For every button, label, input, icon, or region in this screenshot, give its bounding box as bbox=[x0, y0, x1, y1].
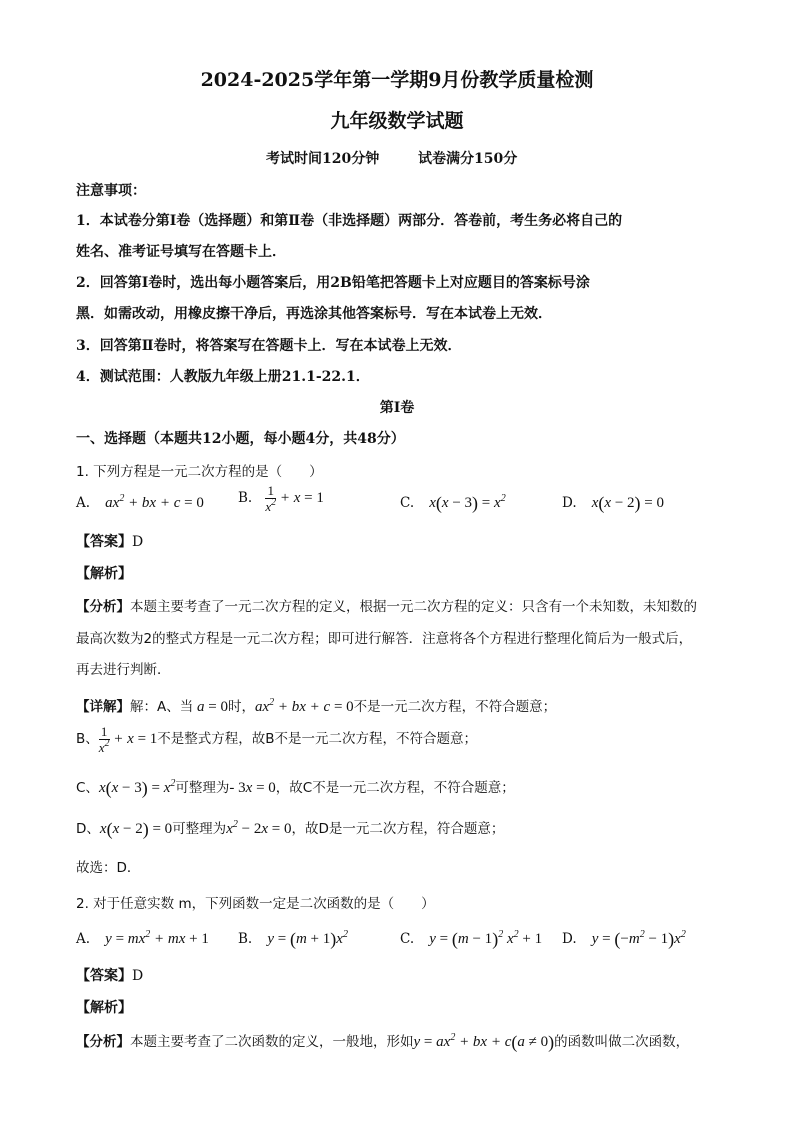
q1-option-a-label: A. bbox=[76, 495, 91, 511]
question-1-stem: 1. 下列方程是一元二次方程的是（ ） bbox=[76, 464, 323, 480]
q2-option-a-label: A. bbox=[76, 931, 91, 947]
q1-detail-c bbox=[76, 776, 515, 799]
q2-option-c-formula: $y = (m - 1)^2$ $x^2 + 1$ bbox=[429, 929, 543, 949]
q1-option-a bbox=[76, 492, 204, 512]
q1-detail-c-result: - 3x = 0 bbox=[229, 780, 276, 796]
q1-detail-b bbox=[76, 725, 477, 754]
notice-item-3: 3．回答第Ⅱ卷时，将答案写在答题卡上．写在本试卷上无效． bbox=[76, 338, 462, 354]
q1-detail-a-text-3: 不是一元二次方程，不符合题意； bbox=[353, 699, 557, 715]
notice-item-2: 2．回答第Ⅰ卷时，选出每小题答案后，用2B铅笔把答题卡上对应题目的答案标号涂 bbox=[76, 275, 590, 291]
exam-subtitle: 九年级数学试题 bbox=[330, 110, 464, 132]
q2-option-d-label: D. bbox=[562, 931, 577, 947]
q1-fenxi-line-3: 再去进行判断． bbox=[76, 662, 171, 678]
q2-answer-tag: 【答案】 bbox=[76, 968, 132, 984]
q1-answer bbox=[76, 531, 143, 551]
q1-detail-c-text-3: ，故C不是一元二次方程，不符合题意； bbox=[275, 780, 515, 796]
q1-fenxi-line-2: 最高次数为2的整式方程是一元二次方程；即可进行解答．注意将各个方程进行整理化简后为一般式后， bbox=[76, 631, 693, 647]
q1-option-d bbox=[562, 492, 664, 514]
q2-answer bbox=[76, 965, 143, 985]
q1-option-a-formula: $ax^2$ + bx + c = 0 bbox=[105, 493, 204, 511]
q1-fenxi-tag: 【分析】 bbox=[76, 599, 130, 615]
q1-detail-b-text-2: 不是整式方程，故B不是一元二次方程，不符合题意； bbox=[157, 730, 478, 747]
q1-detail-d-result: $x^2 - 2x = 0$ bbox=[226, 819, 292, 837]
q1-option-b-label: B. bbox=[238, 489, 253, 506]
question-2-stem: 2. 对于任意实数 m，下列函数一定是二次函数的是（ ） bbox=[76, 896, 435, 912]
q2-option-a bbox=[76, 928, 209, 948]
q2-option-b bbox=[238, 928, 348, 950]
q2-option-a-formula: $y = mx^2$ + mx + 1 bbox=[105, 929, 209, 947]
q1-option-d-label: D. bbox=[562, 495, 577, 511]
q2-option-c bbox=[400, 928, 542, 950]
notice-item-4: 4．测试范围：人教版九年级上册21.1-22.1． bbox=[76, 369, 370, 385]
q1-detail-d bbox=[76, 817, 504, 840]
q1-detail-a-cond: a = 0 bbox=[193, 699, 228, 715]
notice-item-1: 1．本试卷分第Ⅰ卷（选择题）和第Ⅱ卷（非选择题）两部分．答卷前，考生务必将自己的 bbox=[76, 213, 623, 229]
q2-option-c-label: C. bbox=[400, 931, 415, 947]
q1-detail-a-text-2: 时， bbox=[227, 699, 255, 715]
q1-detail-b-text-1: B、 bbox=[76, 730, 99, 747]
q1-answer-value: D bbox=[132, 534, 144, 550]
q1-option-c bbox=[400, 492, 506, 514]
q1-detail-d-text-2: 可整理为 bbox=[172, 821, 227, 837]
q2-fenxi-formula: $y = ax^2$ + bx + c(a ≠ 0) bbox=[413, 1032, 555, 1052]
q1-detail-d-formula: x(x − 2) = 0 bbox=[99, 819, 173, 839]
time-info: 考试时间120分钟 bbox=[266, 151, 380, 167]
q1-detail-a-text-1: 解：A、当 bbox=[130, 699, 194, 715]
q1-fenxi-line-1 bbox=[76, 595, 697, 615]
section-heading: 一、选择题（本题共12小题，每小题4分，共48分） bbox=[76, 431, 405, 447]
q1-option-c-label: C. bbox=[400, 495, 415, 511]
q1-option-d-formula: x(x − 2) = 0 bbox=[591, 493, 665, 513]
q2-fenxi-tag: 【分析】 bbox=[76, 1034, 130, 1050]
notice-heading: 注意事项： bbox=[76, 183, 146, 199]
exam-title: 2024-2025学年第一学期9月份教学质量检测 bbox=[200, 69, 594, 91]
q2-fenxi-text-1: 本题主要考查了二次函数的定义，一般地，形如 bbox=[130, 1034, 414, 1050]
q2-fenxi-text-2: 的函数叫做二次函数， bbox=[554, 1034, 690, 1050]
q1-detail-c-text-1: C、 bbox=[76, 780, 99, 796]
q1-detail-d-text-3: ，故D是一元二次方程，符合题意； bbox=[291, 821, 505, 837]
q2-option-d bbox=[562, 928, 686, 950]
q1-option-b bbox=[238, 484, 324, 513]
q1-detail-tag: 【详解】 bbox=[76, 699, 130, 715]
q1-option-c-formula: $x(x - 3) = x^2$ bbox=[429, 493, 506, 513]
q2-option-d-formula: $y = (-m^2 - 1)x^2$ bbox=[591, 929, 686, 949]
q1-fenxi-text-1: 本题主要考查了一元二次方程的定义，根据一元二次方程的定义：只含有一个未知数，未知数的 bbox=[130, 599, 697, 615]
q1-conclusion: 故选：D． bbox=[76, 860, 141, 876]
q1-option-b-formula: $\frac{1}{x^2}$ + x = 1 bbox=[265, 483, 324, 514]
notice-item-2-cont: 黑．如需改动，用橡皮擦干净后，再选涂其他答案标号．写在本试卷上无效． bbox=[76, 306, 552, 322]
q1-detail-a-formula: $ax^2$ + bx + c = 0 bbox=[254, 697, 354, 715]
q1-answer-tag: 【答案】 bbox=[76, 534, 132, 550]
q1-detail-b-formula: $\frac{1}{x^2}$ + x = 1 bbox=[98, 724, 158, 755]
q1-detail-a bbox=[76, 695, 556, 716]
q2-fenxi-line-1 bbox=[76, 1030, 689, 1053]
q1-detail-c-text-2: 可整理为 bbox=[175, 780, 230, 796]
q1-detail-c-formula: $x(x - 3) = x^2$ bbox=[98, 778, 176, 798]
q1-analysis-tag: 【解析】 bbox=[76, 566, 132, 582]
notice-item-1-cont: 姓名、准考证号填写在答题卡上． bbox=[76, 244, 286, 260]
q1-detail-d-text-1: D、 bbox=[76, 821, 100, 837]
q2-option-b-label: B. bbox=[238, 931, 253, 947]
q2-option-b-formula: $y = (m + 1)x^2$ bbox=[267, 929, 348, 949]
q2-answer-value: D bbox=[132, 968, 144, 984]
q2-analysis-tag: 【解析】 bbox=[76, 1000, 132, 1016]
volume-title: 第Ⅰ卷 bbox=[379, 400, 415, 416]
score-info: 试卷满分150分 bbox=[418, 151, 518, 167]
